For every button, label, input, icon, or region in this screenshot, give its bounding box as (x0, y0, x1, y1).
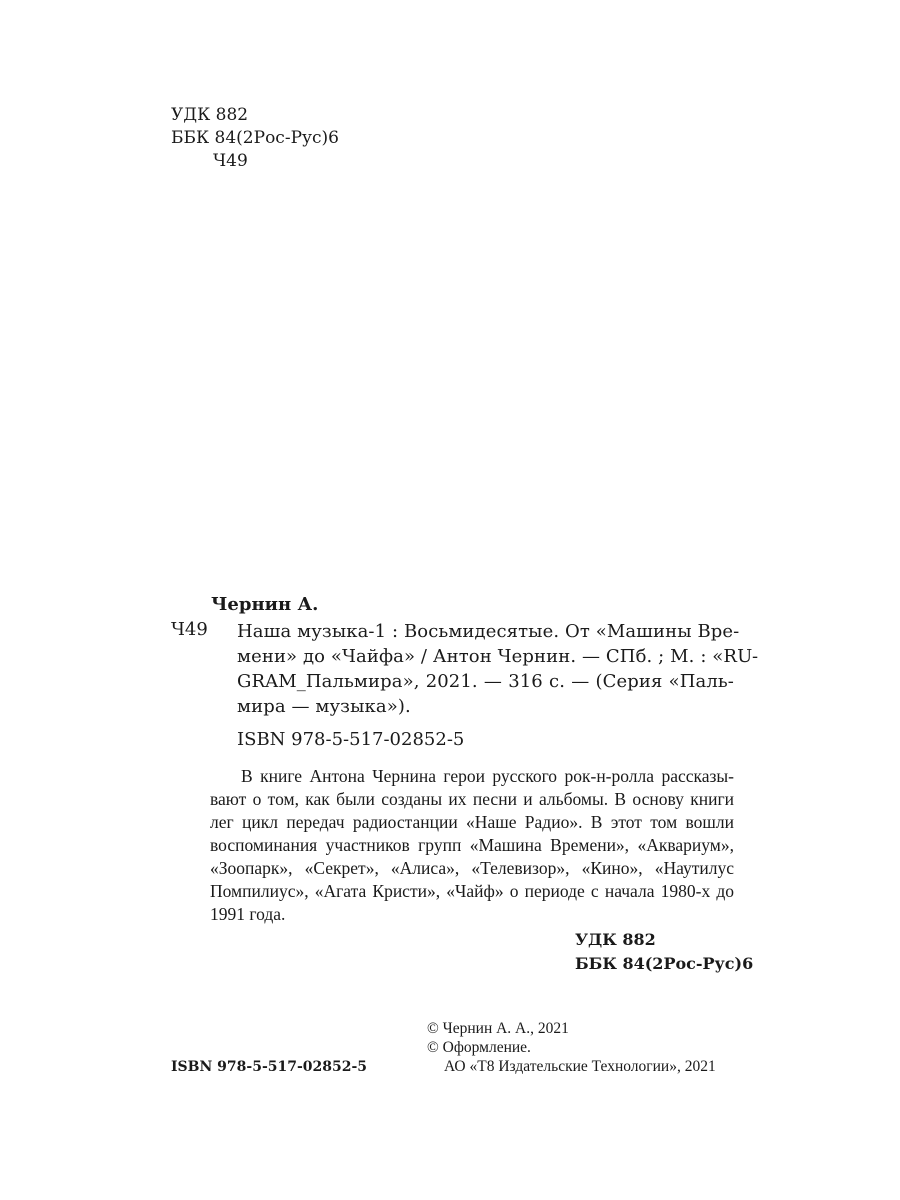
annotation-line: 1991 года. (210, 904, 286, 924)
annotation-line: «Зоопарк», «Секрет», «Алиса», «Телевизор», «Кино», «Наутилус (210, 858, 734, 878)
annotation-line: вают о том, как были созданы их песни и альбомы. В основу книги (210, 789, 734, 809)
entry-author-mark: Ч49 (171, 619, 208, 640)
footer-isbn: ISBN 978-5-517-02852-5 (171, 1059, 368, 1075)
annotation-line: воспоминания участников групп «Машина Времени», «Аквариум», (210, 835, 734, 855)
top-udk: УДК 882 (171, 105, 249, 125)
annotation-line: В книге Антона Чернина герои русского рок-н-ролла рассказы- (241, 766, 734, 786)
footer-udk: УДК 882 (575, 930, 656, 949)
top-author-mark: Ч49 (213, 151, 248, 171)
annotation (210, 765, 734, 926)
annotation-line: лег цикл передач радиостанции «Наше Радио». В этот том вошли (210, 812, 734, 832)
annotation-line: Помпилиус», «Агата Кристи», «Чайф» о периоде с начала 1980-х до (210, 881, 734, 901)
entry-isbn: ISBN 978-5-517-02852-5 (237, 729, 465, 750)
biblio-line: Наша музыка-1 : Восьмидесятые. От «Машины Вре- (237, 621, 740, 642)
biblio-line: GRAM_Пальмира», 2021. — 316 с. — (Серия «Паль- (237, 671, 734, 692)
bibliographic-description (237, 619, 759, 719)
biblio-line: мира — музыка»). (237, 696, 411, 717)
top-bbk: ББК 84(2Рос-Рус)6 (171, 128, 339, 148)
copyright-design: © Оформление. (427, 1039, 531, 1056)
copyright-author: © Чернин А. А., 2021 (427, 1020, 569, 1037)
copyright-publisher: АО «Т8 Издательские Технологии», 2021 (444, 1058, 716, 1075)
entry-author: Чернин А. (211, 594, 319, 615)
footer-bbk: ББК 84(2Рос-Рус)6 (575, 954, 754, 973)
biblio-line: мени» до «Чайфа» / Антон Чернин. — СПб. ; М. : «RU- (237, 646, 759, 667)
